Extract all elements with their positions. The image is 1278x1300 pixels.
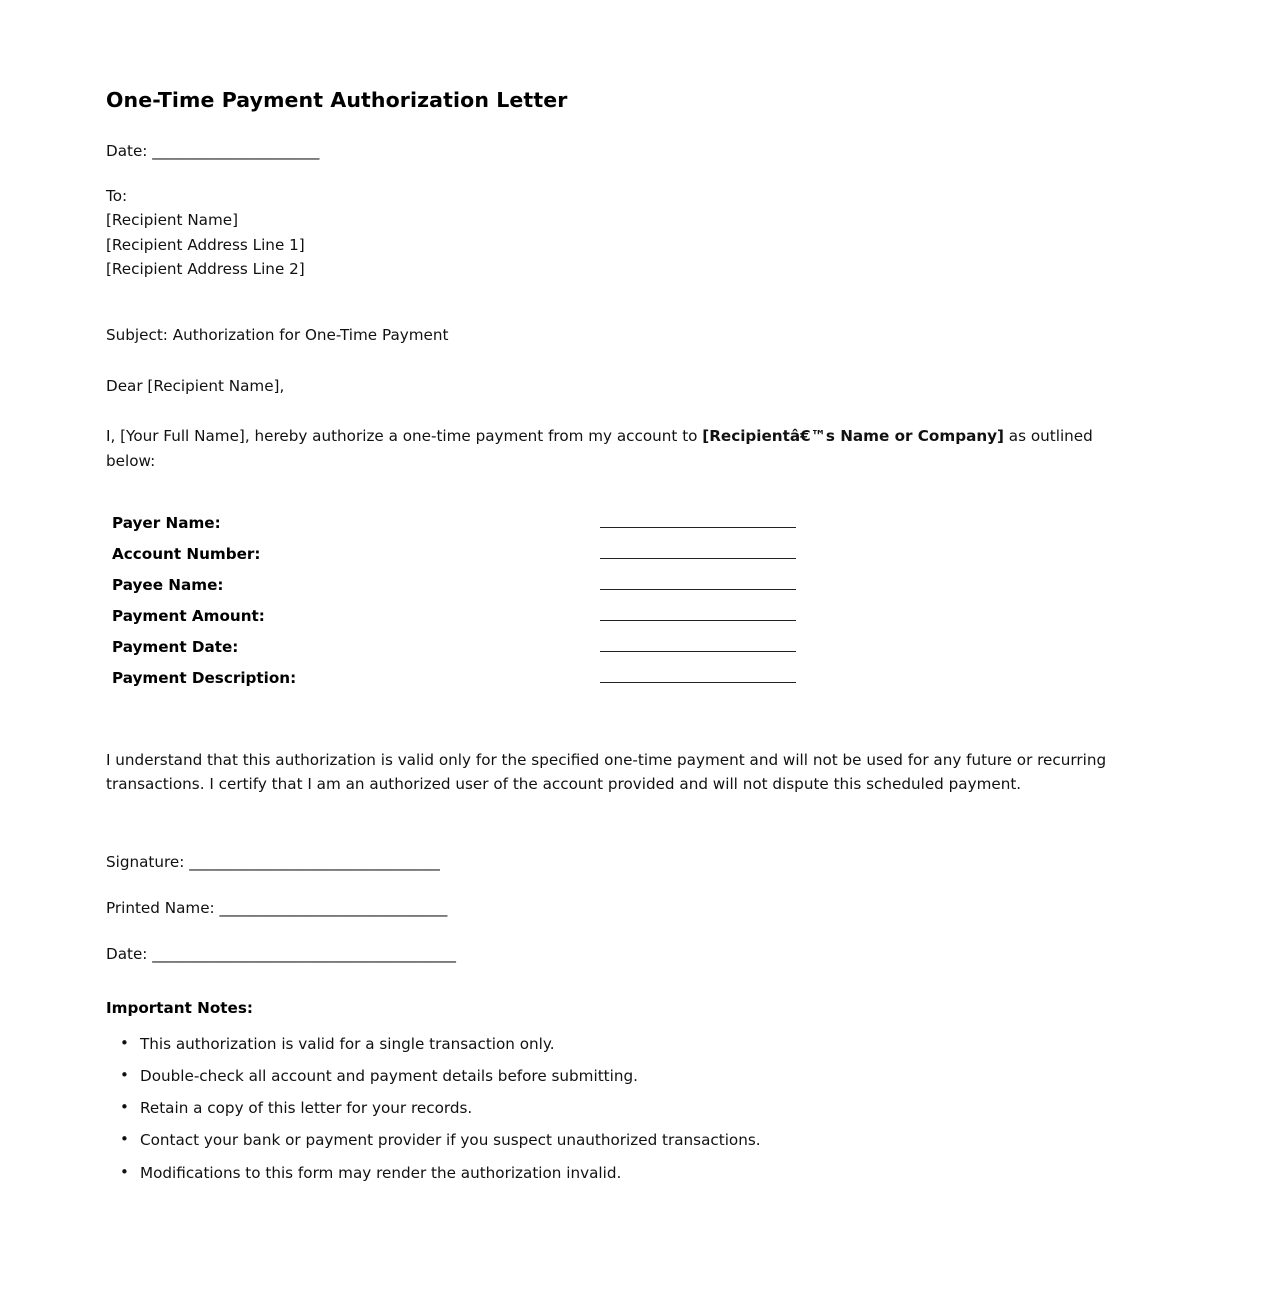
page-title: One-Time Payment Authorization Letter bbox=[106, 88, 568, 112]
intro-after: as outlined below: bbox=[106, 427, 1093, 470]
payment-fields bbox=[112, 512, 832, 698]
to-label: To: bbox=[106, 187, 128, 206]
list-item: • Double-check all account and payment details before submitting. bbox=[140, 1067, 1168, 1085]
recipient-block bbox=[106, 189, 1168, 277]
payment-date-input[interactable] bbox=[600, 636, 796, 652]
payment-description-input[interactable] bbox=[600, 667, 796, 683]
signature-line[interactable]: Signature: _________________________________ bbox=[106, 852, 440, 871]
subject-line: Subject: Authorization for One-Time Payment bbox=[106, 326, 449, 345]
account-number-input[interactable] bbox=[600, 543, 796, 559]
recipient-address-line-2: [Recipient Address Line 2] bbox=[106, 259, 305, 278]
field-label: Payment Amount: bbox=[112, 606, 265, 625]
field-label: Payee Name: bbox=[112, 575, 224, 594]
authorization-statement: I understand that this authorization is valid only for the specified one-time payment and will not be used for any future or recurring transactions. I certify that I am an authorized user of the account provided and will not dispute this scheduled payment. bbox=[106, 750, 1107, 794]
field-row-payment-description bbox=[112, 667, 832, 698]
field-row-payment-date bbox=[112, 636, 832, 667]
list-item: • Contact your bank or payment provider if you suspect unauthorized transactions. bbox=[140, 1131, 1168, 1149]
intro-recipient-bold: [Recipientâ€™s Name or Company] bbox=[702, 427, 1004, 446]
field-row-account-number bbox=[112, 543, 832, 574]
field-row-payer-name bbox=[112, 512, 832, 543]
field-label: Payer Name: bbox=[112, 513, 221, 532]
intro-before: I, [Your Full Name], hereby authorize a one-time payment from my account to bbox=[106, 427, 703, 446]
payment-amount-input[interactable] bbox=[600, 605, 796, 621]
date-field-line: Date: ______________________ bbox=[106, 142, 320, 160]
signature-block bbox=[106, 853, 1168, 963]
list-item: • Retain a copy of this letter for your records. bbox=[140, 1099, 1168, 1117]
field-label: Payment Date: bbox=[112, 637, 239, 656]
field-row-payment-amount bbox=[112, 605, 832, 636]
field-label: Payment Description: bbox=[112, 668, 297, 687]
field-label: Account Number: bbox=[112, 544, 261, 563]
field-row-payee-name bbox=[112, 574, 832, 605]
salutation: Dear [Recipient Name], bbox=[106, 376, 285, 395]
recipient-address-line-1: [Recipient Address Line 1] bbox=[106, 235, 305, 254]
important-notes-heading: Important Notes: bbox=[106, 998, 253, 1017]
intro-paragraph bbox=[106, 424, 1146, 473]
recipient-name: [Recipient Name] bbox=[106, 211, 239, 230]
printed-name-line[interactable]: Printed Name: ______________________________ bbox=[106, 898, 448, 917]
payee-name-input[interactable] bbox=[600, 574, 796, 590]
payer-name-input[interactable] bbox=[600, 512, 796, 528]
list-item: • Modifications to this form may render the authorization invalid. bbox=[140, 1164, 1168, 1182]
spacer bbox=[106, 169, 1168, 189]
signature-date-line[interactable]: Date: ________________________________________ bbox=[106, 944, 456, 963]
list-item: • This authorization is valid for a single transaction only. bbox=[140, 1035, 1168, 1053]
important-notes-list bbox=[106, 1035, 1168, 1182]
spacer bbox=[106, 303, 1168, 323]
